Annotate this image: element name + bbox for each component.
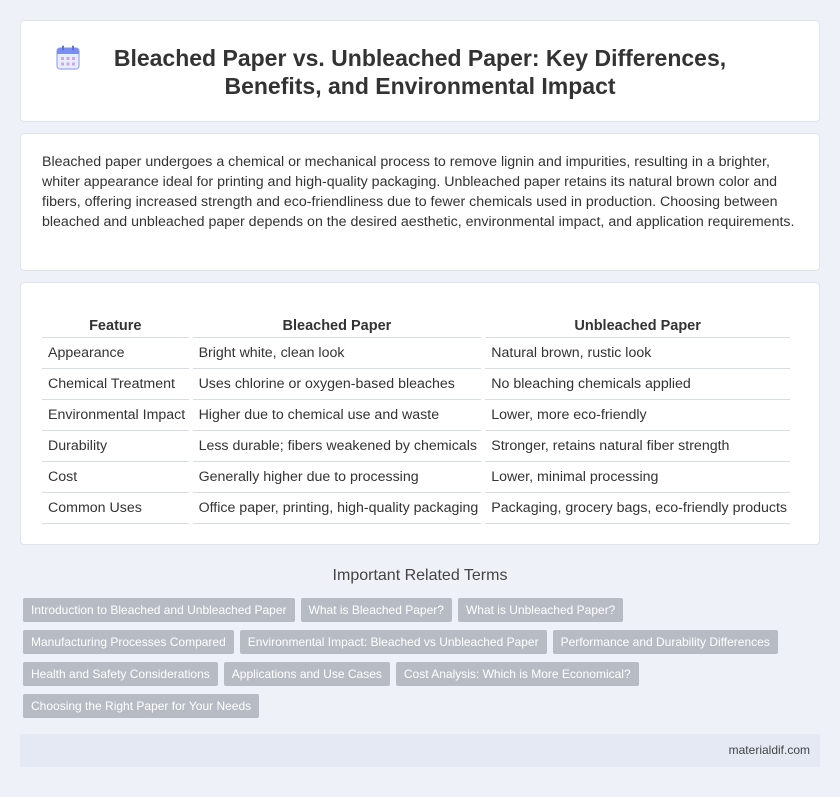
related-term-link[interactable]: Applications and Use Cases [224, 662, 390, 686]
intro-card [20, 133, 820, 271]
intro-paragraph: Bleached paper undergoes a chemical or mechanical process to remove lignin and impurities, resulting in a brighter, whiter appearance ideal for printing and high-quality packaging. Unbleached paper retains its natural brown color and fibers, offering increased strength and eco-friendliness due to fewer chemicals used in production. Choosing between bleached and unbleached paper depends on the desired aesthetic, environmental impact, and application requirements. [42, 154, 795, 230]
table-row [42, 493, 790, 524]
unbleached-cell: Lower, more eco-friendly [485, 400, 790, 431]
feature-cell: Durability [42, 431, 189, 462]
related-term-link[interactable]: What is Bleached Paper? [301, 598, 452, 622]
related-terms-list [23, 598, 813, 726]
related-term-link[interactable]: Cost Analysis: Which is More Economical? [396, 662, 639, 686]
related-term-link[interactable]: Health and Safety Considerations [23, 662, 218, 686]
bleached-cell: Higher due to chemical use and waste [193, 400, 482, 431]
table-row [42, 338, 790, 369]
related-term-link[interactable]: Environmental Impact: Bleached vs Unbleached Paper [240, 630, 547, 654]
table-header-row [42, 313, 790, 338]
feature-cell: Appearance [42, 338, 189, 369]
table-row [42, 369, 790, 400]
unbleached-cell: Lower, minimal processing [485, 462, 790, 493]
feature-cell: Common Uses [42, 493, 189, 524]
unbleached-cell: Natural brown, rustic look [485, 338, 790, 369]
unbleached-cell: No bleaching chemicals applied [485, 369, 790, 400]
unbleached-cell: Packaging, grocery bags, eco-friendly products [485, 493, 790, 524]
bleached-cell: Uses chlorine or oxygen-based bleaches [193, 369, 482, 400]
bleached-cell: Bright white, clean look [193, 338, 482, 369]
comparison-card [20, 282, 820, 545]
bleached-cell: Office paper, printing, high-quality packaging [193, 493, 482, 524]
related-term-link[interactable]: What is Unbleached Paper? [458, 598, 623, 622]
footer-site-name: materialdif.com [728, 743, 810, 757]
bleached-cell: Generally higher due to processing [193, 462, 482, 493]
related-term-link[interactable]: Manufacturing Processes Compared [23, 630, 234, 654]
related-term-link[interactable]: Performance and Durability Differences [553, 630, 778, 654]
bleached-cell: Less durable; fibers weakened by chemicals [193, 431, 482, 462]
footer-bar [20, 734, 820, 767]
related-term-link[interactable]: Choosing the Right Paper for Your Needs [23, 694, 259, 718]
page-title: Bleached Paper vs. Unbleached Paper: Key Differences, Benefits, and Environmental Impact [113, 45, 727, 99]
related-terms-heading: Important Related Terms [332, 567, 508, 584]
table-row [42, 462, 790, 493]
column-header: Bleached Paper [193, 313, 482, 338]
feature-cell: Environmental Impact [42, 400, 189, 431]
table-row [42, 400, 790, 431]
table-row [42, 431, 790, 462]
column-header: Unbleached Paper [485, 313, 790, 338]
related-term-link[interactable]: Introduction to Bleached and Unbleached Paper [23, 598, 295, 622]
unbleached-cell: Stronger, retains natural fiber strength [485, 431, 790, 462]
header-card [20, 20, 820, 122]
comparison-table [38, 313, 794, 524]
column-header: Feature [42, 313, 189, 338]
feature-cell: Chemical Treatment [42, 369, 189, 400]
feature-cell: Cost [42, 462, 189, 493]
